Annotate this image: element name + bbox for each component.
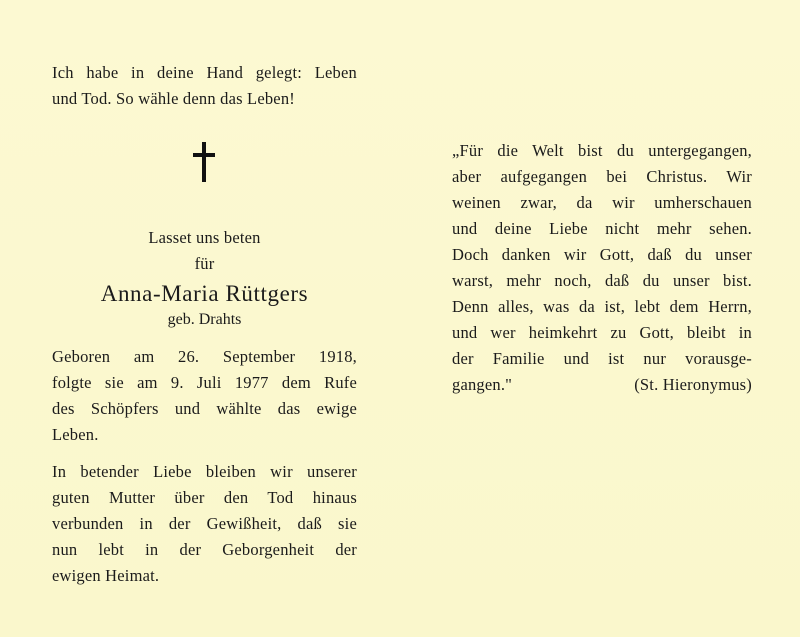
quote-line: der Familie und ist nur vorausge- bbox=[452, 349, 752, 368]
prayer-line: Lasset uns beten bbox=[148, 228, 261, 247]
quote-block bbox=[452, 138, 752, 398]
bio-line: folgte sie am 9. Juli 1977 dem Rufe bbox=[52, 373, 357, 392]
remembrance-line: nun lebt in der Geborgenheit der bbox=[52, 540, 357, 559]
epigraph bbox=[52, 60, 357, 112]
quote-last-line bbox=[452, 372, 752, 398]
bio-line: Leben. bbox=[52, 425, 99, 444]
bio-line: des Schöpfers und wählte das ewige bbox=[52, 399, 357, 418]
prayer-line: für bbox=[194, 254, 215, 273]
epigraph-line: Ich habe in deine Hand gelegt: Leben bbox=[52, 63, 357, 82]
remembrance-line: In betender Liebe bleiben wir unserer bbox=[52, 462, 357, 481]
quote-line: weinen zwar, da wir umherschauen bbox=[452, 193, 752, 212]
deceased-name: Anna-Maria Rüttgers bbox=[100, 281, 309, 306]
quote-line: warst, mehr noch, daß du unser bist. bbox=[452, 271, 752, 290]
remembrance-line: guten Mutter über den Tod hinaus bbox=[52, 488, 357, 507]
remembrance-line: ewigen Heimat. bbox=[52, 566, 160, 585]
quote-source: (St. Hieronymus) bbox=[634, 375, 752, 394]
bio-paragraph bbox=[52, 344, 357, 448]
cross-icon bbox=[193, 142, 215, 182]
epigraph-line: und Tod. So wähle denn das Leben! bbox=[52, 89, 295, 108]
remembrance-paragraph bbox=[52, 459, 357, 589]
quote-line: „Für die Welt bist du untergegangen, bbox=[452, 141, 752, 160]
quote-line: Doch danken wir Gott, daß du unser bbox=[452, 245, 752, 264]
quote-line: und deine Liebe nicht mehr sehen. bbox=[452, 219, 752, 238]
quote-line: gangen." bbox=[452, 375, 513, 394]
fold-line bbox=[400, 0, 401, 637]
quote-line: und wer heimkehrt zu Gott, bleibt in bbox=[452, 323, 752, 342]
prayer-block bbox=[52, 225, 357, 331]
quote-line: Denn alles, was da ist, lebt dem Herrn, bbox=[452, 297, 752, 316]
maiden-name: geb. Drahts bbox=[167, 311, 242, 328]
bio-line: Geboren am 26. September 1918, bbox=[52, 347, 357, 366]
remembrance-line: verbunden in der Gewißheit, daß sie bbox=[52, 514, 357, 533]
quote-line: aber aufgegangen bei Christus. Wir bbox=[452, 167, 752, 186]
